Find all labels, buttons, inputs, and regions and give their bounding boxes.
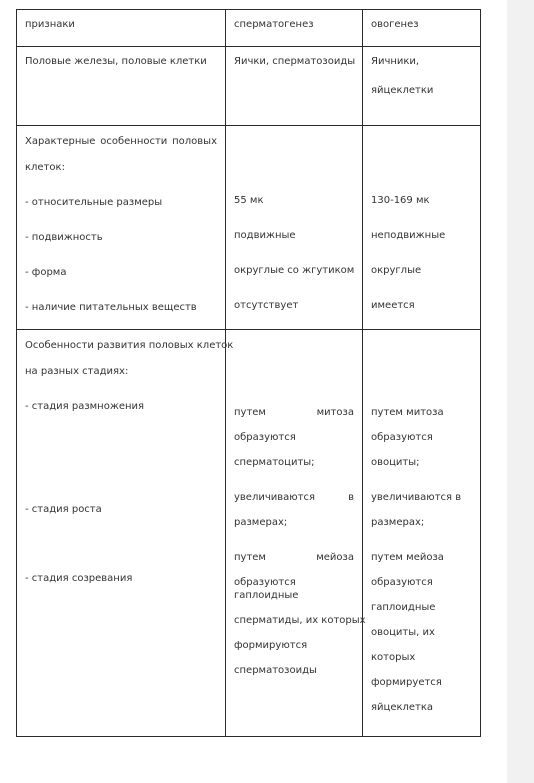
development-stage-maturation: - стадия созревания <box>25 573 133 584</box>
dev-sperm-repro-line-1: путем митоза <box>234 407 354 418</box>
dev-oo-matur-line-3: гаплоидные <box>371 602 436 613</box>
header-spermatogenesis-label: сперматогенез <box>234 19 314 30</box>
features-item-nutrients: - наличие питательных веществ <box>25 302 197 313</box>
dev-oo-growth-line-1: увеличиваются в <box>371 492 462 503</box>
dev-oo-matur-line-1: путем мейоза <box>371 552 444 563</box>
gonads-spermatogenesis-cell <box>226 47 363 126</box>
header-cell-oogenesis <box>363 10 481 47</box>
dev-oo-matur-line-4: овоциты, их <box>371 627 435 638</box>
features-oo-size: 130-169 мк <box>371 195 430 206</box>
dev-sperm-matur-line-5: сперматозоиды <box>234 665 317 676</box>
dev-oo-repro-line-1: путем митоза <box>371 407 444 418</box>
gonads-oogenesis-line-2: яйцеклетки <box>371 85 434 96</box>
development-title-line-1: Особенности развития половых клеток <box>25 340 234 351</box>
features-title-line-2: клеток: <box>25 162 65 173</box>
gonads-feature-cell <box>17 47 226 126</box>
development-feature-cell <box>17 330 234 737</box>
page-side-strip <box>507 0 534 783</box>
dev-sperm-matur-line-2: образуются гаплоидные <box>234 577 299 601</box>
features-feature-cell <box>17 126 226 330</box>
features-sperm-motility: подвижные <box>234 230 296 241</box>
dev-oo-matur-line-2: образуются <box>371 577 433 588</box>
dev-sperm-growth-line-2: размерах; <box>234 517 288 528</box>
header-cell-features <box>17 10 226 47</box>
comparison-table <box>16 9 481 737</box>
dev-oo-repro-line-2: образуются <box>371 432 433 443</box>
table-header-row <box>17 10 481 47</box>
dev-sperm-matur-line-1: путем мейоза <box>234 552 354 563</box>
features-item-motility: - подвижность <box>25 232 103 243</box>
dev-oo-repro-line-3: овоциты; <box>371 457 420 468</box>
header-cell-spermatogenesis <box>226 10 363 47</box>
dev-oo-matur-line-7: яйцеклетка <box>371 702 434 713</box>
features-item-shape: - форма <box>25 267 67 278</box>
features-sperm-nutrients: отсутствует <box>234 300 299 311</box>
dev-oo-growth-line-2: размерах; <box>371 517 425 528</box>
table-row-gonads <box>17 47 481 126</box>
dev-oo-matur-line-6: формируется <box>371 677 442 688</box>
dev-sperm-repro-line-2: образуются <box>234 432 296 443</box>
features-oogenesis-cell <box>363 126 481 330</box>
features-oo-motility: неподвижные <box>371 230 446 241</box>
features-oo-shape: округлые <box>371 265 422 276</box>
header-features-label: признаки <box>25 19 75 30</box>
development-stage-growth: - стадия роста <box>25 504 102 515</box>
development-title-line-2: на разных стадиях: <box>25 366 129 377</box>
dev-sperm-matur-line-4: формируются <box>234 640 308 651</box>
development-spermatogenesis-cell <box>226 330 366 737</box>
development-oogenesis-cell <box>363 330 481 737</box>
table-row-development <box>17 330 481 737</box>
features-title-line-1: Характерные особенности половых <box>25 136 217 147</box>
dev-sperm-growth-line-1: увеличиваются в <box>234 492 354 503</box>
features-oo-nutrients: имеется <box>371 300 415 311</box>
table-row-features <box>17 126 481 330</box>
development-stage-reproduction: - стадия размножения <box>25 401 145 412</box>
dev-sperm-repro-line-3: сперматоциты; <box>234 457 315 468</box>
gonads-spermatogenesis-text: Яички, сперматозоиды <box>234 56 356 67</box>
features-sperm-size: 55 мк <box>234 195 264 206</box>
features-item-size: - относительные размеры <box>25 197 163 208</box>
gonads-oogenesis-line-1: Яичники, <box>371 56 420 67</box>
gonads-oogenesis-cell <box>363 47 481 126</box>
dev-oo-matur-line-5: которых <box>371 652 416 663</box>
header-oogenesis-label: овогенез <box>371 19 419 30</box>
dev-sperm-matur-line-3: сперматиды, их которых <box>234 615 366 626</box>
features-spermatogenesis-cell <box>226 126 363 330</box>
gonads-feature-text: Половые железы, половые клетки <box>25 56 207 67</box>
features-sperm-shape: округлые со жгутиком <box>234 265 355 276</box>
